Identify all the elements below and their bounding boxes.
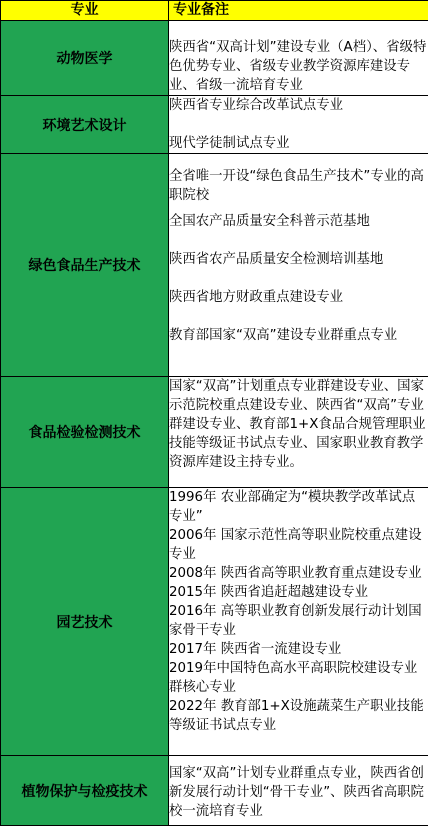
note-line: 全国农产品质量安全科普示范基地 [169, 212, 428, 231]
table-row [1, 488, 428, 756]
major-notes [169, 21, 428, 96]
major-name: 植物保护与检疫技术 [1, 756, 169, 826]
header-row [1, 1, 428, 21]
table-row [1, 154, 428, 377]
major-name: 园艺技术 [1, 488, 169, 756]
note-line: 全省唯一开设“绿色食品生产技术”专业的高职院校 [169, 167, 428, 205]
note-line: 2008年 陕西省高等职业教育重点建设专业 [169, 564, 428, 583]
major-name: 食品检验检测技术 [1, 377, 169, 488]
header-major: 专业 [1, 1, 169, 21]
major-notes [169, 756, 428, 826]
note-line: 2019年中国特色高水平高职院校建设专业群核心专业 [169, 659, 428, 697]
table-row [1, 377, 428, 488]
note-line: 陕西省专业综合改革试点专业 [169, 96, 428, 115]
note-line: 国家“双高”计划专业群重点专业，陕西省创新发展行动计划“骨干专业”、陕西省高职院校一流培育专业 [169, 764, 428, 821]
note-line: 2015年 陕西省追赶超越建设专业 [169, 583, 428, 602]
note-line: 陕西省农产品质量安全检测培训基地 [169, 250, 428, 269]
table-row [1, 756, 428, 826]
table-row [1, 21, 428, 96]
major-notes [169, 488, 428, 756]
note-line: 教育部国家“双高”建设专业群重点专业 [169, 326, 428, 345]
major-notes [169, 96, 428, 154]
major-notes [169, 377, 428, 488]
note-line: 2022年 教育部1+X设施蔬菜生产职业技能等级证书试点专业 [169, 697, 428, 735]
note-line: 2017年 陕西省一流建设专业 [169, 640, 428, 659]
note-line: 1996年 农业部确定为“模块教学改革试点专业” [169, 488, 428, 526]
major-notes [169, 154, 428, 377]
header-notes: 专业备注 [169, 1, 428, 21]
note-line: 陕西省“双高计划”建设专业（A档）、省级特色优势专业、省级专业教学资源库建设专业、省级一流培育专业 [169, 38, 428, 95]
major-name: 环境艺术设计 [1, 96, 169, 154]
note-line: 国家“双高”计划重点专业群建设专业、国家示范院校重点建设专业、陕西省“双高”专业群建设专业、教育部1+X食品合规管理职业技能等级证书试点专业、国家职业教育教学资源库建设主持专业。 [169, 377, 428, 472]
major-name: 动物医学 [1, 21, 169, 96]
table-row [1, 96, 428, 154]
note-line: 陕西省地方财政重点建设专业 [169, 288, 428, 307]
note-line: 2016年 高等职业教育创新发展行动计划国家骨干专业 [169, 602, 428, 640]
note-line: 现代学徒制试点专业 [169, 134, 428, 153]
note-line: 2006年 国家示范性高等职业院校重点建设专业 [169, 526, 428, 564]
major-name: 绿色食品生产技术 [1, 154, 169, 377]
